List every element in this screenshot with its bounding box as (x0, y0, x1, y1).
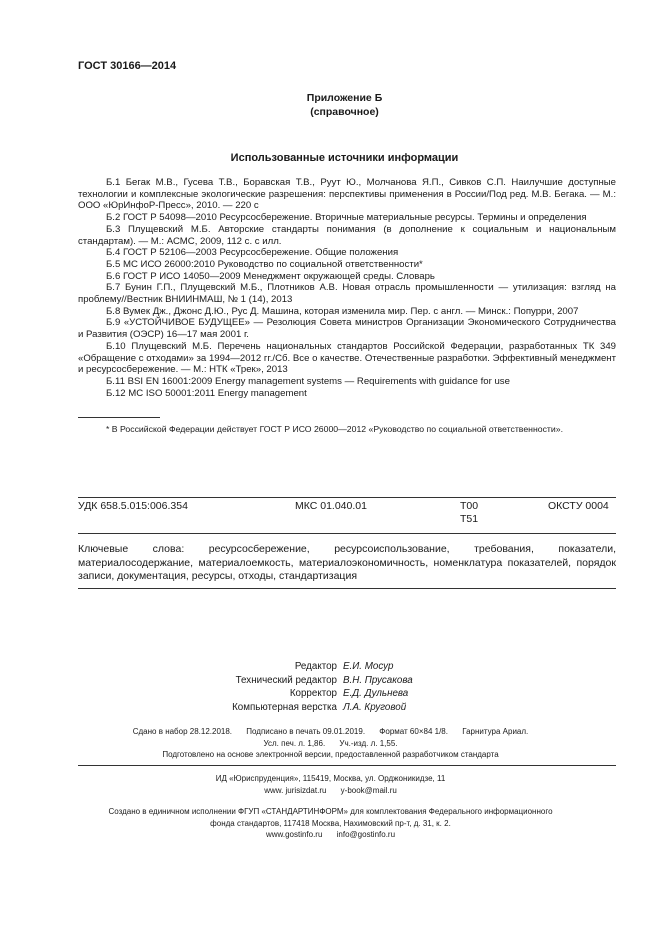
typeset-date: Сдано в набор 28.12.2018. (132, 727, 233, 736)
signed-date: Подписано в печать 09.01.2019. (246, 727, 366, 736)
print-details (0, 726, 661, 761)
staff-name: Л.А. Круговой (343, 701, 407, 713)
staff-name: Е.И. Мосур (343, 661, 394, 672)
publishing-sheets: Уч.-изд. л. 1,55. (339, 738, 398, 748)
keywords-rule (78, 588, 616, 589)
staff-row (0, 660, 661, 674)
creator-info (0, 806, 661, 841)
print-sheets: Усл. печ. л. 1,86. (263, 738, 326, 748)
reference-item: Б.12 МС ISO 50001:2011 Energy management (106, 387, 307, 399)
udk-code: УДК 658.5.015:006.354 (78, 500, 188, 512)
footnote-divider (78, 417, 160, 418)
reference-item: Б.10 Плущевский М.Б. Перечень национальных стандартов Российской Федерации, разработанных ТК 349 «Обращение с отходами» за 1994—2012 гг./Сб. Все о качестве. Отечественные разработки. Эффективный менеджмент и ресурсосбережение. — М.: НТК «Трек», 2013 (78, 340, 616, 376)
publisher-contacts (0, 785, 661, 797)
t-code-1: Т00 (460, 500, 479, 512)
creator-address: фонда стандартов, 117418 Москва, Нахимовский пр-т, д. 31, к. 2. (210, 818, 451, 828)
reference-item: Б.8 Вумек Дж., Джонс Д.Ю., Рус Д. Машина, которая изменила мир. Пер. с англ. — Минск.: Попурри, 2007 (106, 305, 579, 317)
creator-email[interactable]: info@gostinfo.ru (336, 830, 396, 839)
reference-item: Б.4 ГОСТ Р 52106—2003 Ресурсосбережение. Общие положения (106, 247, 399, 259)
keywords: Ключевые слова: ресурсосбережение, ресурсоиспользование, требования, показатели, материалосодержание, материалоемкость, материалоэкономичность, номенклатура показателей, порядок записи, документация, ресурсы, отходы, стандартизация (78, 543, 616, 582)
prepared-note: Подготовлено на основе электронной версии, предоставленной разработчиком стандарта (162, 750, 499, 759)
staff-role: Редактор (294, 661, 337, 672)
publisher-address: ИД «Юриспруденция», 115419, Москва, ул. Орджоникидзе, 11 (215, 774, 446, 783)
staff-role: Корректор (289, 688, 337, 699)
reference-item: Б.6 ГОСТ Р ИСО 14050—2009 Менеджмент окружающей среды. Словарь (106, 270, 435, 282)
references-list (78, 177, 616, 399)
staff-row (0, 687, 661, 701)
editorial-staff (0, 660, 661, 714)
appendix-title: Приложение Б (306, 92, 383, 104)
creator-line: Создано в единичном исполнении ФГУП «СТАНДАРТИНФОРМ» для комплектования Федерального информационного (108, 807, 553, 816)
publisher-website[interactable]: www. jurisizdat.ru (264, 785, 327, 795)
reference-item: Б.9 «УСТОЙЧИВОЕ БУДУЩЕЕ» — Резолюция Совета министров Организации Экономического Сотрудничества и Развития (ОЭСР) 16—17 мая 2001 г. (78, 317, 616, 341)
format: Формат 60×84 1/8. (379, 727, 448, 736)
publisher-email[interactable]: y-book@mail.ru (340, 785, 397, 795)
typeface: Гарнитура Ариал. (462, 727, 529, 736)
reference-item: Б.11 BSI EN 16001:2009 Energy management systems — Requirements with guidance for use (106, 375, 510, 387)
reference-item: Б.3 Плущевский М.Б. Авторские стандарты понимания (в дополнение к социальным и национальным стандартам). — М.: АСМС, 2009, 112 с. с илл. (78, 223, 616, 247)
classification-bottom-rule (78, 533, 616, 534)
standard-number: ГОСТ 30166—2014 (78, 60, 177, 72)
reference-item: Б.1 Бегак М.В., Гусева Т.В., Боравская Т.В., Руут Ю., Молчанова Я.П., Сивков С.П. Наилучшие доступные технологии и комплексные экологические разрешения: перспективы применения в России/Под ред. М.В. Бегака. — М.: ООО «ЮрИнфоР-Пресс», 2010. — 220 с (78, 177, 616, 212)
sources-title: Использованные источники информации (230, 152, 459, 164)
t-code-2: Т51 (460, 513, 479, 525)
publisher-info (0, 773, 661, 796)
creator-contacts (0, 829, 661, 841)
creator-website[interactable]: www.gostinfo.ru (265, 830, 323, 839)
staff-role: Технический редактор (235, 674, 337, 686)
staff-row (0, 701, 661, 715)
staff-role: Компьютерная верстка (232, 701, 337, 713)
appendix-heading (0, 91, 661, 119)
staff-row (0, 674, 661, 688)
imprint-rule (78, 765, 616, 766)
mks-code: МКС 01.040.01 (295, 500, 367, 512)
staff-name: В.Н. Прусакова (343, 674, 413, 686)
appendix-subtitle: (справочное) (310, 106, 379, 118)
classification-top-rule (78, 497, 616, 498)
print-details-line (0, 726, 661, 738)
print-volume-line (0, 738, 661, 750)
footnote: * В Российской Федерации действует ГОСТ Р ИСО 26000—2012 «Руководство по социальной ответственности». (106, 424, 564, 434)
okstu-code: ОКСТУ 0004 (548, 500, 609, 512)
reference-item: Б.2 ГОСТ Р 54098—2010 Ресурсосбережение. Вторичные материальные ресурсы. Термины и определения (106, 212, 587, 224)
reference-item: Б.5 МС ИСО 26000:2010 Руководство по социальной ответственности* (106, 258, 423, 270)
staff-name: Е.Д. Дульнева (343, 688, 409, 699)
reference-item: Б.7 Бунин Г.П., Плущевский М.Б., Плотников А.В. Новая отрасль промышленности — утилизация: взгляд на проблему//Вестник ВНИИНМАШ, № 1 (14), 2013 (78, 282, 616, 306)
